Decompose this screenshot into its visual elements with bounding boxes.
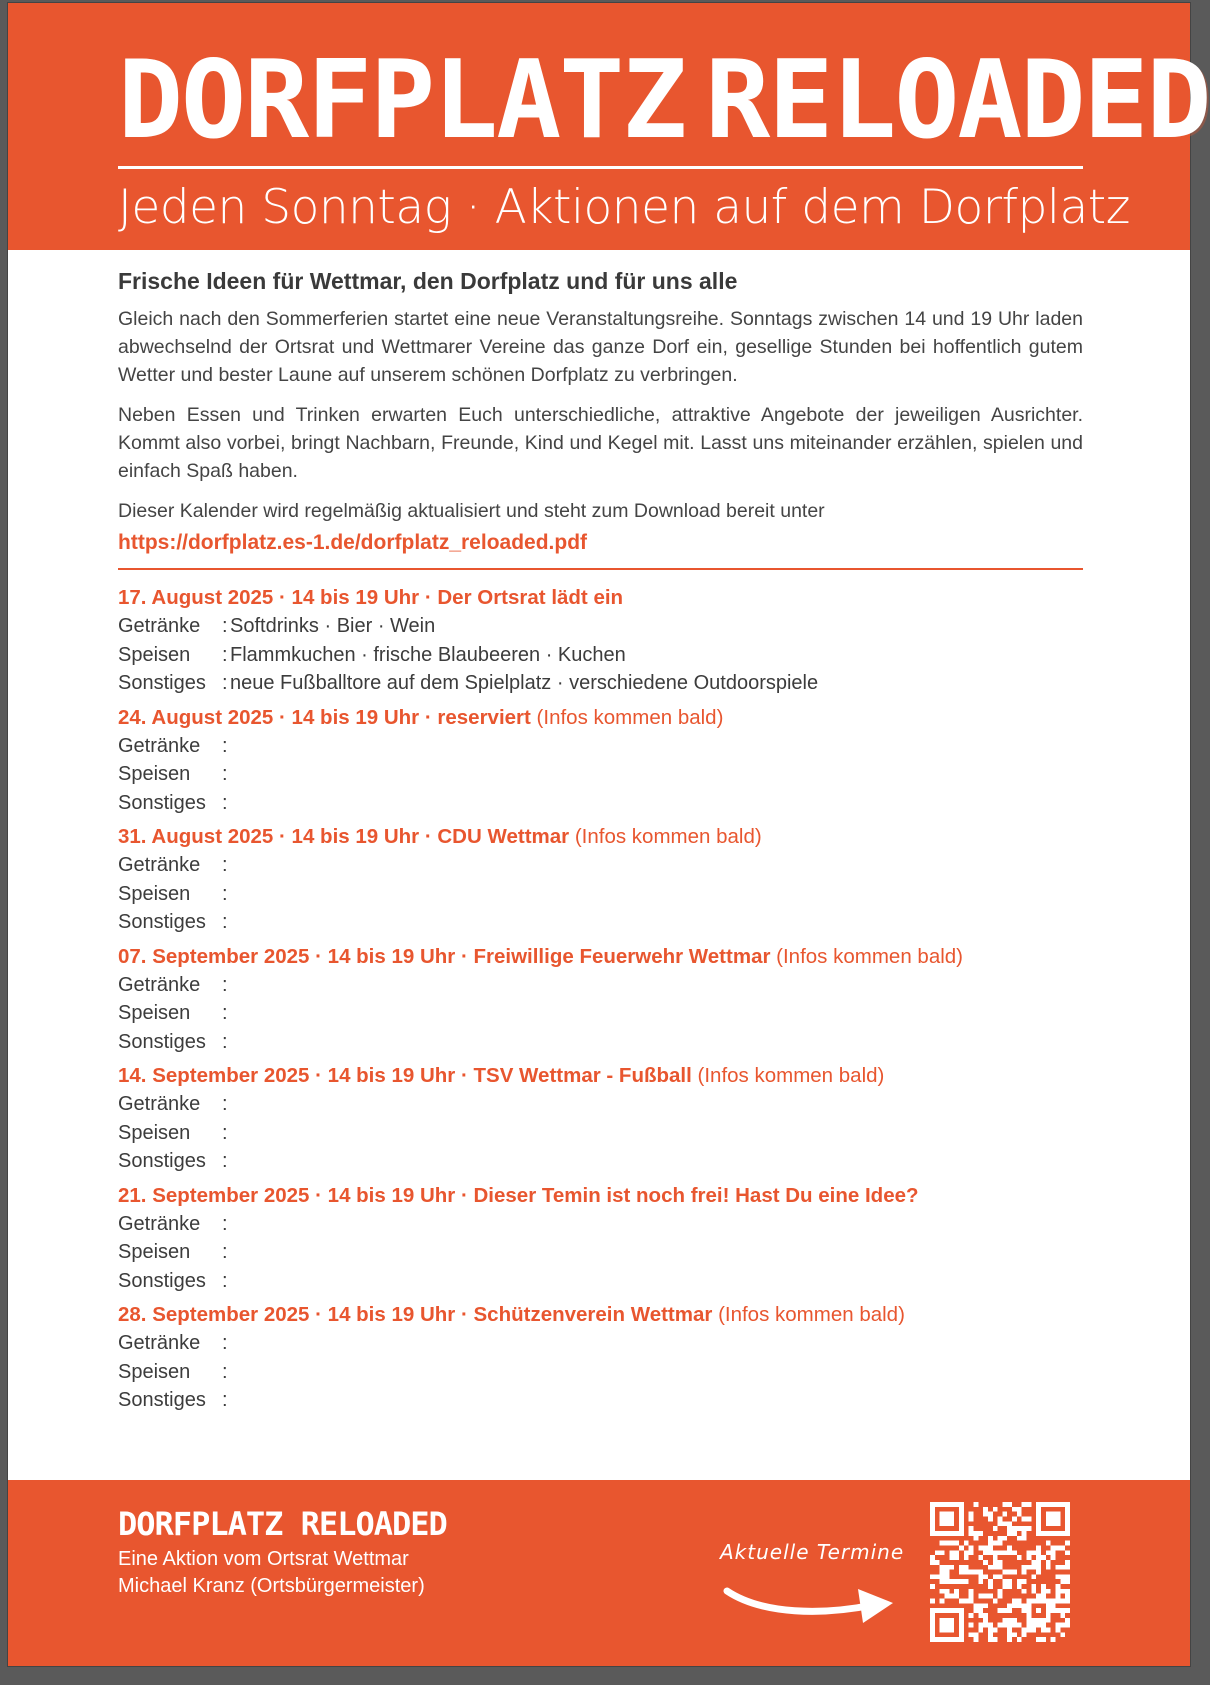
detail-label: Sonstiges: [118, 1030, 206, 1053]
footer-line: Eine Aktion vom Ortsrat Wettmar: [118, 1548, 409, 1570]
event-heading: 14. September 2025 · 14 bis 19 Uhr · TSV Wettmar - Fußball: [118, 1064, 692, 1087]
detail-colon: :: [222, 615, 228, 637]
detail-colon: :: [222, 1121, 228, 1144]
event-heading: 21. September 2025 · 14 bis 19 Uhr · Dieser Temin ist noch frei! Hast Du eine Idee?: [118, 1183, 919, 1207]
detail-colon: :: [222, 672, 228, 694]
detail-label: Getränke: [118, 1093, 201, 1115]
detail-colon: :: [222, 734, 228, 757]
detail-colon: :: [222, 1150, 228, 1172]
detail-colon: :: [222, 911, 228, 933]
event-detail-row: [118, 908, 1083, 937]
event-entry: [118, 943, 1083, 1057]
footer-line: Michael Kranz (Ortsbürgermeister): [118, 1575, 425, 1597]
event-title: [118, 1301, 1083, 1329]
download-link[interactable]: https://dorfplatz.es-1.de/dorfplatz_reloaded.pdf: [118, 531, 588, 554]
subtitle: Jeden Sonntag · Aktionen auf dem Dorfplatz: [118, 180, 1130, 235]
detail-colon: :: [222, 1360, 228, 1383]
arrow-label: Aktuelle Termine: [720, 1540, 905, 1564]
event-title: [118, 943, 1083, 971]
detail-colon: :: [222, 643, 228, 666]
event-detail-row: [118, 612, 1083, 641]
detail-colon: :: [222, 1002, 228, 1024]
detail-label: Speisen: [118, 643, 191, 666]
header-banner: [8, 3, 1210, 250]
detail-label: Speisen: [118, 1241, 191, 1263]
detail-label: Speisen: [118, 1121, 191, 1144]
detail-colon: :: [222, 791, 228, 814]
detail-label: Speisen: [118, 763, 191, 785]
arrow-icon: [723, 1575, 903, 1635]
detail-colon: :: [222, 1030, 228, 1053]
event-entry: [118, 1301, 1083, 1415]
qr-code-icon[interactable]: [930, 1502, 1070, 1642]
detail-label: Sonstiges: [118, 1269, 206, 1292]
event-detail-row: [118, 1028, 1083, 1057]
event-entry: [118, 1182, 1083, 1296]
event-entry: [118, 1062, 1083, 1176]
event-detail-row: [118, 999, 1083, 1028]
event-note: (Infos kommen bald): [536, 705, 724, 729]
event-heading: 17. August 2025 · 14 bis 19 Uhr · Der Ortsrat lädt ein: [118, 586, 624, 609]
event-heading: 31. August 2025 · 14 bis 19 Uhr · CDU Wettmar: [118, 825, 570, 848]
detail-colon: :: [222, 882, 228, 905]
detail-label: Sonstiges: [118, 672, 206, 694]
event-detail-row: [118, 732, 1083, 761]
event-entry: [118, 584, 1083, 698]
detail-colon: :: [222, 1093, 228, 1115]
detail-label: Getränke: [118, 854, 201, 876]
footer-logo: DORFPLATZ RELOADED: [118, 1505, 447, 1543]
detail-label: Speisen: [118, 882, 191, 905]
event-note: (Infos kommen bald): [718, 1303, 905, 1326]
event-entry: [118, 704, 1083, 818]
detail-colon: :: [222, 973, 228, 996]
event-detail-row: [118, 1210, 1083, 1239]
intro-paragraph: Neben Essen und Trinken erwarten Euch unterschiedliche, attraktive Angebote der jeweiligen Ausrichter. Kommt also vorbei, bringt Nachbarn, Freunde, Kind und Kegel mit. Lasst uns miteinander erzählen, spielen und einfach Spaß haben.: [118, 404, 1083, 482]
event-detail-row: [118, 789, 1083, 818]
detail-label: Getränke: [118, 1332, 201, 1354]
detail-label: Sonstiges: [118, 791, 206, 814]
event-detail-row: [118, 1329, 1083, 1358]
event-detail-row: [118, 971, 1083, 1000]
detail-value: Flammkuchen · frische Blaubeeren · Kuchen: [230, 643, 626, 666]
detail-label: Getränke: [118, 615, 201, 637]
flyer-page: [8, 3, 1210, 1666]
detail-label: Getränke: [118, 1212, 201, 1235]
event-title: [118, 584, 1083, 612]
event-detail-row: [118, 1386, 1083, 1415]
detail-label: Sonstiges: [118, 911, 206, 933]
logo-title: [118, 38, 1210, 163]
event-entry: [118, 823, 1083, 937]
detail-colon: :: [222, 763, 228, 785]
detail-colon: :: [222, 1269, 228, 1292]
event-title: [118, 1182, 1083, 1210]
detail-colon: :: [222, 1212, 228, 1235]
event-note: (Infos kommen bald): [697, 1064, 885, 1087]
event-detail-row: [118, 880, 1083, 909]
event-list: [118, 584, 1083, 1415]
event-heading: 28. September 2025 · 14 bis 19 Uhr · Schützenverein Wettmar: [118, 1303, 713, 1326]
event-detail-row: [118, 1358, 1083, 1387]
main-content: [118, 267, 1083, 1421]
header-divider: [118, 166, 1083, 169]
intro-paragraph: Dieser Kalender wird regelmäßig aktualisiert und steht zum Download bereit unter: [118, 500, 825, 522]
detail-label: Getränke: [118, 734, 201, 757]
event-detail-row: [118, 1147, 1083, 1176]
detail-label: Sonstiges: [118, 1150, 206, 1172]
event-detail-row: [118, 760, 1083, 789]
event-heading: 07. September 2025 · 14 bis 19 Uhr · Freiwillige Feuerwehr Wettmar: [118, 944, 771, 968]
event-note: (Infos kommen bald): [574, 825, 762, 848]
detail-colon: :: [222, 1241, 228, 1263]
event-detail-row: [118, 641, 1083, 670]
detail-value: Softdrinks · Bier · Wein: [230, 615, 436, 637]
event-detail-row: [118, 851, 1083, 880]
event-note: (Infos kommen bald): [776, 944, 964, 968]
footer-banner: [8, 1480, 1190, 1666]
detail-label: Sonstiges: [118, 1389, 206, 1411]
intro-paragraph: Gleich nach den Sommerferien startet eine neue Veranstaltungsreihe. Sonntags zwischen 14 und 19 Uhr laden abwechselnd der Ortsrat und Wettmarer Vereine das ganze Dorf ein, gesellige Stunden bei hoffentlich gutem Wetter und bester Laune auf unserem schönen Dorfplatz zu verbringen.: [118, 308, 1083, 386]
detail-value: neue Fußballtore auf dem Spielplatz · verschiedene Outdoorspiele: [230, 672, 819, 694]
event-title: [118, 823, 1083, 851]
event-detail-row: [118, 1267, 1083, 1296]
event-title: [118, 1062, 1083, 1090]
section-divider: [118, 568, 1083, 570]
detail-label: Getränke: [118, 973, 201, 996]
detail-label: Speisen: [118, 1002, 191, 1024]
event-detail-row: [118, 1238, 1083, 1267]
detail-colon: :: [222, 854, 228, 876]
detail-colon: :: [222, 1389, 228, 1411]
intro-headline: Frische Ideen für Wettmar, den Dorfplatz und für uns alle: [118, 268, 738, 294]
detail-label: Speisen: [118, 1360, 191, 1383]
event-title: [118, 704, 1083, 732]
event-heading: 24. August 2025 · 14 bis 19 Uhr · reserviert: [118, 705, 531, 729]
event-detail-row: [118, 1119, 1083, 1148]
logo-text: D O R F P L A T Z R E L O A D E D: [118, 38, 1210, 163]
detail-colon: :: [222, 1332, 228, 1354]
event-detail-row: [118, 669, 1083, 698]
event-detail-row: [118, 1090, 1083, 1119]
